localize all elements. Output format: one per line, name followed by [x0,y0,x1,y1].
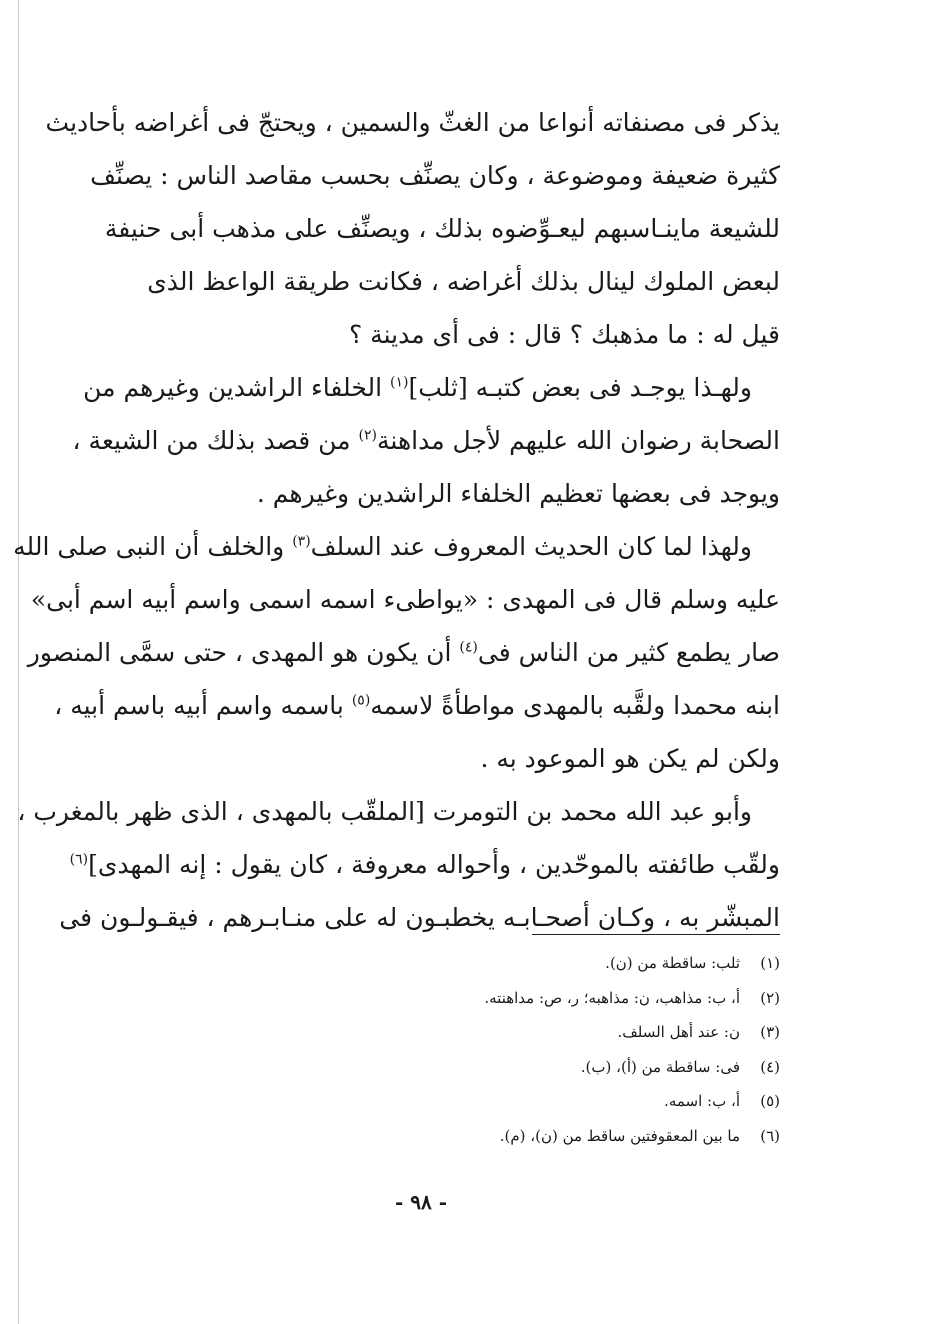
footnote-item [300,1050,780,1085]
footnote-separator [532,934,780,935]
scan-edge-line [18,0,19,1324]
text-segment: الخلفاء الراشدين وغيرهم من [83,373,390,402]
footnote-number: (٢) [760,988,780,1007]
text-line: المبشّر به ، وكـان أصحـابـه يخطبـون له على منـابـرهم ، فيقـولـون فى [59,903,780,932]
paragraph-3 [13,520,780,785]
text-line: ولكن لم يكن هو الموعود به . [480,744,780,773]
text-segment: من قصد بذلك من الشيعة ، [72,426,359,455]
text-segment: باسمه واسم أبيه باسم أبيه ، [54,691,352,720]
footnote-text: أ، ب: اسمه. [664,1092,740,1110]
text-line: وأبو عبد الله محمد بن التومرت [الملقّب بالمهدى ، الذى ظهر بالمغرب ، [17,797,752,826]
text-segment: أن يكون هو المهدى ، حتى سمَّى المنصور [27,638,460,667]
footnote-number: (٤) [760,1057,780,1076]
text-line: ويوجد فى بعضها تعظيم الخلفاء الراشدين وغيرهم . [256,479,780,508]
page-body [13,96,780,944]
footnote-item [300,1015,780,1050]
text-line: عليه وسلم قال فى المهدى : «يواطىء اسمه اسمى واسم أبيه اسم أبى» [30,585,780,614]
text-line: لبعض الملوك لينال بذلك أغراضه ، فكانت طريقة الواعظ الذى [147,267,780,296]
footnote-text: أ، ب: مذاهب، ن: مذاهبه؛ ر، ص: مداهنته. [484,988,740,1007]
text-line [54,679,780,732]
text-line [72,414,780,467]
paragraph-1 [45,96,780,361]
footnote-text: ن: عند أهل السلف. [617,1023,740,1041]
text-segment: ابنه محمدا ولقَّبه بالمهدى مواطأةً لاسمه [370,691,780,720]
footnote-text: ثلب: ساقطة من (ن). [605,954,740,972]
footnote-item [300,946,780,981]
page-number: - ٩٨ - [394,1190,447,1214]
footnote-number: (٦) [760,1126,780,1145]
footnote-number: (٥) [760,1092,780,1110]
text-line: قيل له : ما مذهبك ؟ قال : فى أى مدينة ؟ [348,320,780,349]
text-line [78,361,780,414]
footnotes [300,946,780,1153]
text-line: يذكر فى مصنفاته أنواعا من الغثّ والسمين ، ويحتجّ فى أغراضه بأحاديث [45,108,780,137]
footnote-ref-5: (٥) [351,692,371,709]
footnote-ref-1: (١) [389,374,409,391]
text-line [69,838,780,891]
text-segment: ولقّب طائفته بالموحّدين ، وأحواله معروفة ، كان يقول : إنه المهدى] [88,850,780,879]
paragraph-2 [72,361,780,520]
footnote-ref-6: (٦) [69,851,89,868]
footnote-text: ما بين المعقوفتين ساقط من (ن)، (م). [499,1126,740,1145]
text-segment: الصحابة رضوان الله عليهم لأجل مداهنة [377,426,780,455]
footnote-item [300,981,780,1016]
footnote-text: فى: ساقطة من (أ)، (ب). [580,1057,740,1076]
text-line [13,520,780,573]
text-line: كثيرة ضعيفة وموضوعة ، وكان يصنِّف بحسب مقاصد الناس : يصنِّف [90,161,780,190]
footnote-ref-4: (٤) [459,639,478,656]
footnote-item [300,1084,780,1119]
footnote-item [300,1119,780,1154]
text-segment: ولهـذا يوجـد فى بعض كتبـه [ثلب] [408,373,752,402]
paragraph-4 [17,785,780,944]
footnote-ref-3: (٣) [292,533,311,550]
text-segment: والخلف أن النبى صلى الله [13,532,293,561]
text-segment: صار يطمع كثير من الناس فى [477,638,780,667]
footnote-number: (١) [760,954,780,972]
text-line: للشيعة ماينـاسبهم ليعـوِّضوه بذلك ، ويصنِّف على مذهب أبى حنيفة [104,214,780,243]
footnote-ref-2: (٢) [358,427,377,444]
footnote-number: (٣) [760,1023,780,1041]
text-line [27,626,780,679]
text-segment: ولهذا لما كان الحديث المعروف عند السلف [310,532,752,561]
